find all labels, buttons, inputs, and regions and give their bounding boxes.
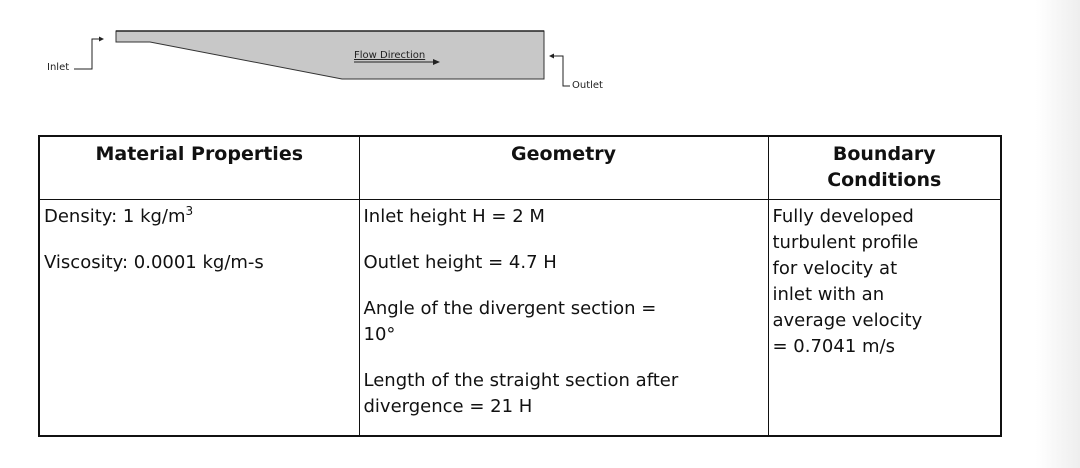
- boundary-line: average velocity: [772, 310, 923, 331]
- outlet-label: Outlet: [572, 80, 603, 91]
- boundary-conditions-cell: [768, 200, 1001, 437]
- page-edge-shade: [1036, 0, 1080, 468]
- angle-line2: 10°: [363, 324, 396, 345]
- density-value: [44, 204, 355, 230]
- header-boundary-conditions: [768, 136, 1001, 200]
- header-boundary-line1: Boundary: [832, 143, 936, 165]
- header-geometry: [359, 136, 768, 200]
- boundary-line: turbulent profile: [772, 232, 919, 253]
- header-geometry-label: Geometry: [510, 143, 617, 165]
- table-row: [39, 200, 1001, 437]
- angle-line1: Angle of the divergent section =: [363, 298, 657, 319]
- table-header-row: [39, 136, 1001, 200]
- density-label: Density: 1 kg/m: [44, 206, 186, 227]
- outlet-arrow-head: [549, 54, 554, 59]
- density-exponent: 3: [185, 204, 194, 218]
- header-boundary-line2: Conditions: [827, 169, 942, 191]
- length-line1: Length of the straight section after: [363, 370, 679, 391]
- inlet-height: Inlet height H = 2 M: [363, 206, 545, 227]
- boundary-line: inlet with an: [772, 284, 885, 305]
- boundary-line: = 0.7041 m/s: [772, 336, 895, 357]
- diffuser-shape: [116, 31, 544, 79]
- inlet-arrow-head: [99, 37, 104, 42]
- outlet-height: Outlet height = 4.7 H: [363, 252, 557, 273]
- properties-table: [38, 135, 1002, 437]
- header-material-properties: [39, 136, 359, 200]
- inlet-arrow-line: [74, 39, 100, 69]
- length-line2: divergence = 21 H: [363, 396, 533, 417]
- geometry-cell: [359, 200, 768, 437]
- diffuser-diagram: [0, 0, 700, 110]
- header-material-label: Material Properties: [95, 143, 304, 165]
- flow-direction-label: Flow Direction: [354, 50, 426, 61]
- boundary-line: for velocity at: [772, 258, 898, 279]
- boundary-line: Fully developed: [772, 206, 914, 227]
- viscosity-value: Viscosity: 0.0001 kg/m-s: [44, 252, 264, 273]
- inlet-label: Inlet: [47, 62, 70, 73]
- outlet-arrow-line: [553, 56, 570, 86]
- material-properties-cell: [39, 200, 359, 437]
